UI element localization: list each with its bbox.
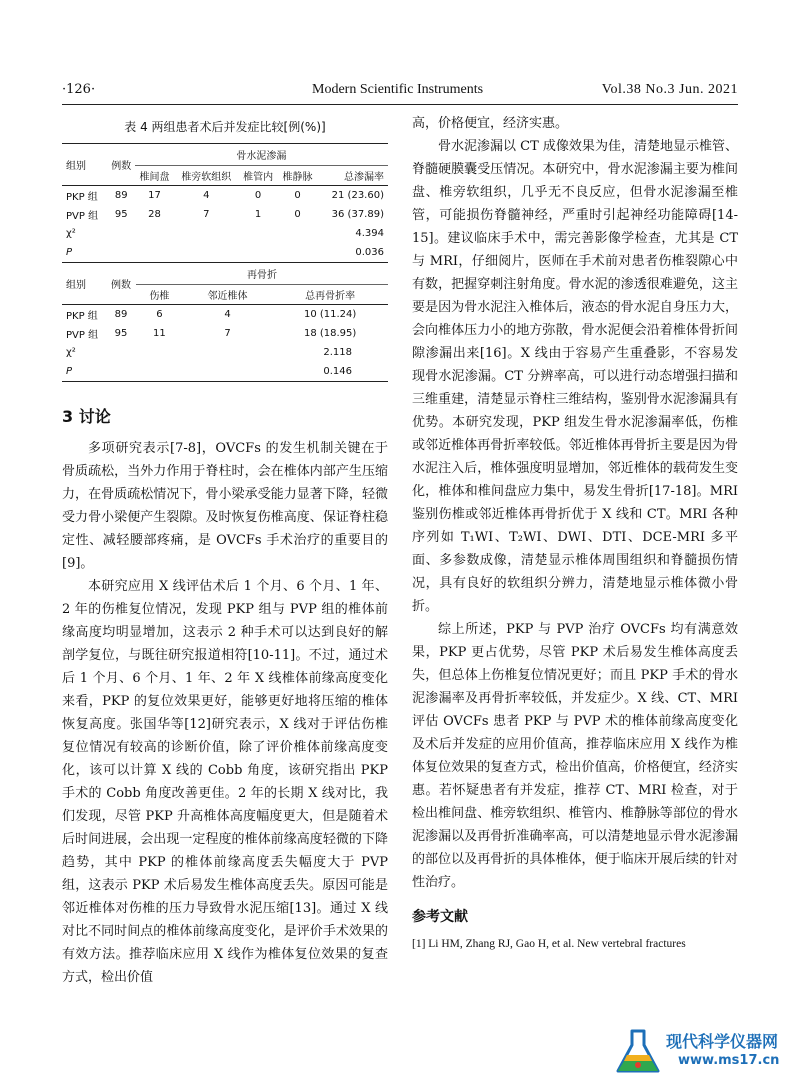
stat-value: 0.036 bbox=[355, 246, 384, 258]
table-row bbox=[62, 324, 388, 343]
stat-label: χ² bbox=[66, 347, 76, 358]
complications-table bbox=[62, 143, 388, 263]
cell: 17 bbox=[148, 190, 161, 201]
table-row bbox=[62, 305, 388, 325]
watermark-logo bbox=[610, 1025, 790, 1079]
cell: PVP 组 bbox=[66, 211, 99, 222]
leak-col: 椎旁软组织 bbox=[181, 172, 232, 183]
flask-logo-icon bbox=[610, 1025, 670, 1079]
cell: 95 bbox=[114, 328, 128, 339]
cell: 21 (23.60) bbox=[331, 190, 384, 201]
col-group: 组别 bbox=[66, 161, 86, 172]
cell: 1 bbox=[254, 209, 262, 220]
leak-col: 椎管内 bbox=[243, 172, 274, 183]
stat-value: 0.146 bbox=[323, 365, 352, 377]
page-number: ·126· bbox=[62, 82, 96, 97]
table-row bbox=[62, 362, 388, 381]
cell: 89 bbox=[114, 190, 128, 201]
fracture-col: 伤椎 bbox=[149, 291, 170, 302]
section-heading: 3 讨论 bbox=[62, 406, 111, 426]
reference-item: [1] Li HM, Zhang RJ, Gao H, et al. New vertebral fractures bbox=[412, 938, 686, 950]
stat-label: χ² bbox=[66, 228, 76, 239]
journal-name: Modern Scientific Instruments bbox=[312, 82, 484, 97]
paragraph: 本研究应用 X 线评估术后 1 个月、6 个月、1 年、2 年的伤椎复位情况，发现 PKP 组与 PVP 组的椎体前缘高度均明显增加，这表示 2 种手术可以达到良好的解剖学复位，与既往研究报道相符[10-11]。不过，通过术后 1 个月、6 个月、1 年、2 年 X 线椎体前缘高度变化来看，PKP 的复位效果更好，能够更好地将压缩的椎体恢复高度。张国华等[12]研究表示，X 线对于评估伤椎复位情况有较高的诊断价值，除了评价椎体前缘高度变化，该可以计算 X 线的 Cobb 角度，该研究指出 PKP 手术的 Cobb 角度改善更佳。2 年的长期 X 线对比，我们发现，尽管 PKP 升高椎体高度幅度更大，但是随着术后时间进展，会出现一定程度的椎体前缘高度轻微的下降趋势，其中 PKP 的椎体前缘高度丢失幅度大于 PVP 组，这表示 PKP 术后易发生椎体高度丢失。原因可能是邻近椎体对伤椎的压力导致骨水泥压缩[13]。通过 X 线对比不同时间点的椎体前缘高度变化，是评价手术效果的有效方法。推荐临床应用 X 线作为椎体复位效果的复查方式，检出价值 bbox=[62, 578, 388, 985]
cell: 89 bbox=[114, 309, 128, 320]
cell: 4 bbox=[224, 309, 231, 320]
table-row bbox=[62, 186, 388, 206]
running-header bbox=[62, 82, 738, 104]
col-group: 组别 bbox=[66, 279, 86, 291]
fracture-col: 总再骨折率 bbox=[305, 291, 356, 302]
stat-label: P bbox=[66, 246, 73, 258]
watermark-name: 现代科学仪器网 bbox=[666, 1032, 779, 1051]
leak-title: 骨水泥渗漏 bbox=[135, 144, 388, 166]
cell: PVP 组 bbox=[66, 330, 99, 341]
leak-header-row bbox=[62, 144, 388, 166]
cell: 10 (11.24) bbox=[303, 309, 357, 320]
stat-value: 2.118 bbox=[323, 347, 352, 358]
fracture-table bbox=[62, 263, 388, 382]
cell: 6 bbox=[156, 309, 163, 320]
paragraph: 高，价格便宜，经济实惠。 bbox=[412, 116, 569, 131]
stat-label: P bbox=[66, 365, 73, 377]
stat-value: 4.394 bbox=[355, 228, 384, 239]
fracture-col: 邻近椎体 bbox=[207, 291, 248, 302]
right-column bbox=[412, 112, 738, 954]
header-rule bbox=[62, 104, 738, 105]
cell: 28 bbox=[148, 209, 161, 220]
watermark-url: www.ms17.cn bbox=[678, 1053, 780, 1068]
fracture-title: 再骨折 bbox=[136, 263, 388, 285]
cell: 36 (37.89) bbox=[331, 209, 384, 220]
cell: 4 bbox=[203, 190, 210, 201]
table-row bbox=[62, 224, 388, 243]
leak-col: 椎间盘 bbox=[139, 172, 170, 183]
col-cases: 例数 bbox=[111, 161, 132, 172]
paragraph: 多项研究表示[7-8]，OVCFs 的发生机制关键在于骨质疏松，当外力作用于脊柱时，会在椎体内部产生压缩力，在骨质疏松情况下，骨小梁承受能力显著下降，轻微受力骨小梁便产生裂隙。及时恢复伤椎高度、保证脊柱稳定性、减轻腰部疼痛，是 OVCFs 手术治疗的重要目的[9]。 bbox=[62, 440, 388, 571]
cell: 0 bbox=[294, 190, 301, 201]
leak-col: 总渗漏率 bbox=[344, 172, 384, 183]
fracture-header-row bbox=[62, 263, 388, 285]
table-row bbox=[62, 205, 388, 224]
left-column bbox=[62, 112, 388, 989]
cell: 0 bbox=[254, 190, 262, 201]
col-cases: 例数 bbox=[111, 279, 131, 291]
volume-info: Vol.38 No.3 Jun. 2021 bbox=[601, 82, 738, 97]
cell: PKP 组 bbox=[66, 192, 98, 203]
cell: 0 bbox=[294, 209, 301, 220]
table-caption: 表 4 两组患者术后并发症比较[例(%)] bbox=[124, 120, 326, 134]
cell: PKP 组 bbox=[66, 311, 98, 322]
cell: 11 bbox=[153, 328, 166, 339]
paragraph: 综上所述，PKP 与 PVP 治疗 OVCFs 均有满意效果，PKP 更占优势，尽管 PKP 术后易发生椎体高度丢失，但总体上伤椎复位情况更好；而且 PKP 手术的骨水泥渗漏率及再骨折率较低，并发症少。X 线、CT、MRI 评估 OVCFs 患者 PKP 与 PVP 术的椎体前缘高度变化及术后并发症的应用价值高，推荐临床应用 X 线作为椎体复位效果的复查方式，检出价值高，价格便宜，经济实惠。若怀疑患者有并发症，推荐 CT、MRI 检查，对于检出椎间盘、椎旁软组织、椎管内、椎静脉等部位的骨水泥渗漏以及再骨折准确率高，可以清楚地显示骨水泥渗漏的部位以及再骨折的具体椎体，便于临床开展后续的针对性治疗。 bbox=[412, 622, 738, 890]
table-row bbox=[62, 343, 388, 362]
paragraph: 骨水泥渗漏以 CT 成像效果为佳，清楚地显示椎管、脊髓硬膜囊受压情况。本研究中，骨水泥渗漏主要为椎间盘、椎旁软组织，几乎无不良反应，但骨水泥渗漏至椎管，可能损伤脊髓神经，严重时引起神经功能障碍[14-15]。建议临床手术中，需完善影像学检查，尤其是 CT 与 MRI，仔细阅片，医师在手术前对患者伤椎裂隙心中有数，把握穿刺注射角度。骨水泥的渗透很难避免，这主要是因为骨水泥注入椎体后，液态的骨水泥自身压力大，会向椎体压力小的地方弥散，骨水泥便会沿着椎体骨折间隙渗漏出来[16]。X 线由于容易产生重叠影，不容易发现骨水泥渗漏。CT 分辨率高，可以进行动态增强扫描和三维重建，清楚显示脊柱三维结构，鉴别骨水泥渗漏具有优势。本研究发现，PKP 组发生骨水泥渗漏率低，伤椎或邻近椎体再骨折率较低。邻近椎体再骨折主要是因为骨水泥注入后，椎体强度明显增加，邻近椎体的载荷发生变化，椎体和椎间盘应力集中，易发生骨折[17-18]。MRI 鉴别伤椎或邻近椎体再骨折优于 X 线和 CT。MRI 各种序列如 T₁WI、T₂WI、DWI、DTI、DCE-MRI 多平面、多参数成像，清楚显示椎体周围组织和脊髓损伤情况，具有良好的软组织分辨力，清楚地显示椎体微小骨折。 bbox=[412, 139, 738, 614]
cell: 7 bbox=[224, 328, 231, 339]
table-row bbox=[62, 243, 388, 262]
leak-col: 椎静脉 bbox=[282, 172, 313, 183]
cell: 95 bbox=[114, 209, 128, 220]
cell: 18 (18.95) bbox=[303, 328, 357, 339]
cell: 7 bbox=[203, 209, 210, 220]
references-heading: 参考文献 bbox=[412, 909, 468, 925]
